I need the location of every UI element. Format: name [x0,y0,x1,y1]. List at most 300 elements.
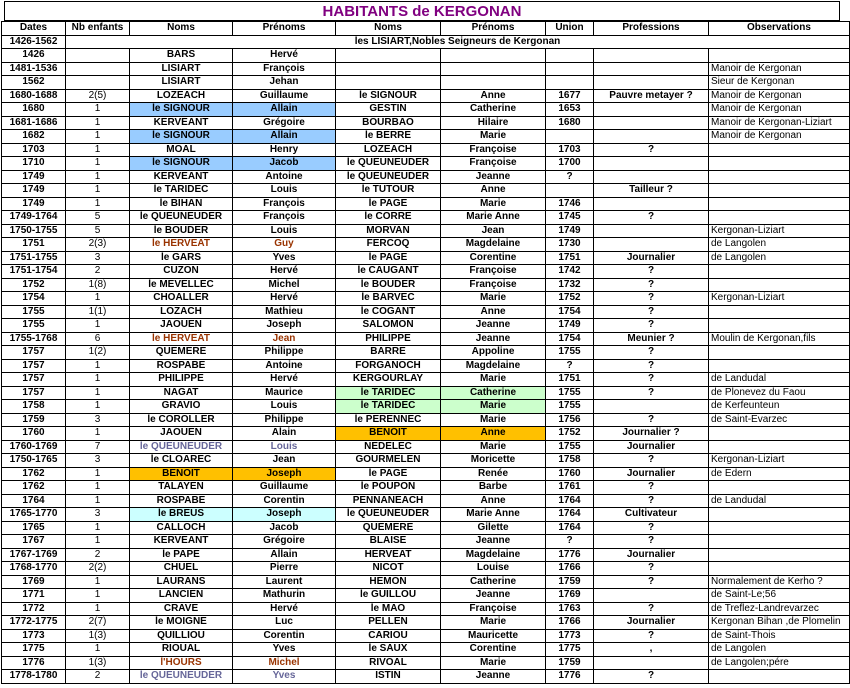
prenoms-cell: Hervé [233,373,336,387]
nb-enfants-cell: 1 [66,427,130,441]
prenoms-epouse-cell: Corentine [441,251,546,265]
prenoms-epouse-cell: Anne [441,89,546,103]
noms-epouse-cell: le TARIDEC [336,400,441,414]
table-row [2,49,850,63]
table-row [2,157,850,171]
nb-enfants-cell: 3 [66,413,130,427]
noms-epouse-cell: le BERRE [336,130,441,144]
table-row [2,413,850,427]
prenoms-epouse-cell: Jeanne [441,535,546,549]
prenoms-cell: Yves [233,670,336,684]
prenoms-cell: Allain [233,548,336,562]
noms-cell: CHOALLER [130,292,233,306]
observations-cell: Manoir de Kergonan [709,103,850,117]
observations-cell: de Landudal [709,494,850,508]
dates-cell: 1772-1775 [2,616,66,630]
table-row [2,508,850,522]
table-row [2,386,850,400]
professions-cell: ? [594,359,709,373]
dates-cell: 1767-1769 [2,548,66,562]
prenoms-epouse-cell: Marie [441,373,546,387]
dates-cell: 1680-1688 [2,89,66,103]
union-cell: 1751 [546,251,594,265]
professions-cell: , [594,643,709,657]
noms-epouse-cell: le PERENNEC [336,413,441,427]
nb-enfants-cell: 2 [66,265,130,279]
union-cell: 1756 [546,413,594,427]
nb-enfants-cell: 5 [66,224,130,238]
observations-cell [709,670,850,684]
prenoms-cell: Grégoire [233,535,336,549]
nb-enfants-cell: 2 [66,670,130,684]
professions-cell: ? [594,602,709,616]
union-cell: 1763 [546,602,594,616]
observations-cell [709,535,850,549]
union-cell: 1773 [546,629,594,643]
prenoms-cell: Jean [233,454,336,468]
union-cell: 1653 [546,103,594,117]
union-cell: 1764 [546,494,594,508]
noms-epouse-cell: le QUEUNEUDER [336,508,441,522]
nb-enfants-cell: 1 [66,197,130,211]
dates-cell: 1758 [2,400,66,414]
noms-epouse-cell: PHILIPPE [336,332,441,346]
table-row [2,292,850,306]
noms-epouse-cell: FORGANOCH [336,359,441,373]
dates-cell: 1757 [2,346,66,360]
union-cell: 1764 [546,508,594,522]
noms-epouse-cell: SALOMON [336,319,441,333]
observations-cell: Sieur de Kergonan [709,76,850,90]
nb-enfants-cell: 1 [66,602,130,616]
header-observations: Observations [709,22,850,36]
professions-cell: ? [594,481,709,495]
noms-cell: CHUEL [130,562,233,576]
observations-cell: Kergonan-Liziart [709,224,850,238]
noms-cell: le SIGNOUR [130,103,233,117]
union-cell: ? [546,535,594,549]
noms-epouse-cell: CARIOU [336,629,441,643]
prenoms-cell: Henry [233,143,336,157]
noms-cell: le GARS [130,251,233,265]
prenoms-cell: Grégoire [233,116,336,130]
dates-cell: 1764 [2,494,66,508]
table-row [2,224,850,238]
union-cell: 1769 [546,589,594,603]
noms-epouse-cell: le PAGE [336,467,441,481]
union-cell: 1742 [546,265,594,279]
table-row [2,548,850,562]
noms-epouse-cell: GESTIN [336,103,441,117]
dates-cell: 1680 [2,103,66,117]
nb-enfants-cell: 1(1) [66,305,130,319]
table-row [2,89,850,103]
noms-epouse-cell: PELLEN [336,616,441,630]
noms-cell: PHILIPPE [130,373,233,387]
table-row [2,400,850,414]
nb-enfants-cell: 1 [66,116,130,130]
nb-enfants-cell: 2(3) [66,238,130,252]
observations-cell: de Langolen [709,643,850,657]
professions-cell: Meunier ? [594,332,709,346]
dates-cell: 1751-1754 [2,265,66,279]
nb-enfants-cell: 1 [66,643,130,657]
dates-cell: 1757 [2,386,66,400]
noms-epouse-cell [336,62,441,76]
prenoms-cell: Mathurin [233,589,336,603]
union-cell: 1677 [546,89,594,103]
noms-cell: BENOIT [130,467,233,481]
observations-cell [709,278,850,292]
table-body [2,35,850,683]
prenoms-cell: François [233,62,336,76]
dates-cell: 1710 [2,157,66,171]
prenoms-cell: Maurice [233,386,336,400]
prenoms-epouse-cell: Jeanne [441,332,546,346]
noms-epouse-cell: QUEMERE [336,521,441,535]
prenoms-epouse-cell: Françoise [441,602,546,616]
professions-cell: ? [594,386,709,400]
professions-cell: Journalier [594,467,709,481]
table-row [2,211,850,225]
prenoms-epouse-cell: Moricette [441,454,546,468]
professions-cell [594,62,709,76]
noms-epouse-cell [336,49,441,63]
nb-enfants-cell: 1 [66,130,130,144]
dates-cell: 1768-1770 [2,562,66,576]
noms-epouse-cell: le TUTOUR [336,184,441,198]
observations-cell [709,346,850,360]
observations-cell [709,170,850,184]
professions-cell: ? [594,629,709,643]
nb-enfants-cell: 1 [66,143,130,157]
table-row [2,521,850,535]
table-row [2,305,850,319]
prenoms-cell: Mathieu [233,305,336,319]
table-row [2,467,850,481]
union-cell: 1755 [546,386,594,400]
professions-cell: Tailleur ? [594,184,709,198]
union-cell: 1752 [546,292,594,306]
noms-cell: le BIHAN [130,197,233,211]
prenoms-cell: Joseph [233,508,336,522]
prenoms-epouse-cell: Françoise [441,278,546,292]
union-cell: 1759 [546,575,594,589]
noms-epouse-cell: HEMON [336,575,441,589]
prenoms-cell: Louis [233,224,336,238]
prenoms-cell: Louis [233,400,336,414]
union-cell: ? [546,359,594,373]
dates-cell: 1682 [2,130,66,144]
table-row [2,238,850,252]
prenoms-epouse-cell: Marie Anne [441,211,546,225]
observations-cell: de Kerfeunteun [709,400,850,414]
union-cell: 1775 [546,643,594,657]
professions-cell: Journalier [594,251,709,265]
prenoms-cell: Hervé [233,602,336,616]
nb-enfants-cell: 6 [66,332,130,346]
professions-cell: ? [594,670,709,684]
union-cell: 1755 [546,400,594,414]
noms-epouse-cell: le CORRE [336,211,441,225]
union-cell: 1761 [546,481,594,495]
observations-cell [709,143,850,157]
observations-cell: de Plonevez du Faou [709,386,850,400]
prenoms-epouse-cell [441,76,546,90]
table-row [2,346,850,360]
nb-enfants-cell: 3 [66,454,130,468]
observations-cell [709,305,850,319]
table-row [2,359,850,373]
observations-cell: Manoir de Kergonan [709,62,850,76]
noms-epouse-cell: LOZEACH [336,143,441,157]
dates-cell: 1426 [2,49,66,63]
union-cell: 1749 [546,224,594,238]
noms-cell: le QUEUNEUDER [130,440,233,454]
dates-cell: 1772 [2,602,66,616]
union-cell: 1732 [546,278,594,292]
professions-cell [594,238,709,252]
observations-cell: de Landudal [709,373,850,387]
noms-epouse-cell: le CAUGANT [336,265,441,279]
noms-cell: ROSPABE [130,359,233,373]
observations-cell: de Langolen;pére [709,656,850,670]
noms-cell: le BOUDER [130,224,233,238]
prenoms-cell: Guy [233,238,336,252]
noms-epouse-cell: le POUPON [336,481,441,495]
dates-cell: 1755 [2,319,66,333]
union-cell [546,184,594,198]
prenoms-cell: Pierre [233,562,336,576]
union-cell: 1746 [546,197,594,211]
dates-cell: 1775 [2,643,66,657]
dates-cell: 1750-1755 [2,224,66,238]
table-row [2,427,850,441]
observations-cell: Kergonan-Liziart [709,292,850,306]
dates-cell: 1749 [2,197,66,211]
observations-cell: de Langolen [709,238,850,252]
header-row [2,22,850,36]
noms-cell: le HERVEAT [130,332,233,346]
dates-cell: 1751-1755 [2,251,66,265]
dates-cell: 1749 [2,184,66,198]
union-cell [546,62,594,76]
professions-cell [594,49,709,63]
table-row [2,440,850,454]
professions-cell: Journalier ? [594,427,709,441]
noms-epouse-cell: BENOIT [336,427,441,441]
union-cell: 1703 [546,143,594,157]
observations-cell [709,562,850,576]
observations-cell: de Saint-Evarzec [709,413,850,427]
nb-enfants-cell: 1(8) [66,278,130,292]
noms-epouse-cell: BARRE [336,346,441,360]
table-row [2,130,850,144]
nb-enfants-cell: 1 [66,400,130,414]
dates-cell: 1757 [2,373,66,387]
noms-cell: KERVEANT [130,535,233,549]
table-row [2,575,850,589]
observations-cell: Moulin de Kergonan,fils [709,332,850,346]
professions-cell: ? [594,211,709,225]
union-cell: 1766 [546,616,594,630]
observations-cell [709,548,850,562]
prenoms-epouse-cell: Marie [441,130,546,144]
observations-cell [709,265,850,279]
prenoms-epouse-cell: Marie [441,616,546,630]
dates-cell: 1562 [2,76,66,90]
noms-epouse-cell: PENNANEACH [336,494,441,508]
prenoms-epouse-cell: Corentine [441,643,546,657]
noms-cell: LANCIEN [130,589,233,603]
table-row [2,332,850,346]
prenoms-epouse-cell: Jeanne [441,589,546,603]
noms-cell: JAOUEN [130,319,233,333]
noms-epouse-cell: NICOT [336,562,441,576]
observations-cell [709,359,850,373]
prenoms-cell: Corentin [233,494,336,508]
dates-cell: 1762 [2,481,66,495]
professions-cell: ? [594,278,709,292]
prenoms-cell: François [233,211,336,225]
dates-cell: 1703 [2,143,66,157]
professions-cell: ? [594,265,709,279]
observations-cell: de Edern [709,467,850,481]
professions-cell: ? [594,346,709,360]
noms-cell: CALLOCH [130,521,233,535]
noms-cell: le MOIGNE [130,616,233,630]
prenoms-cell: Philippe [233,413,336,427]
professions-cell [594,400,709,414]
prenoms-cell: Jacob [233,157,336,171]
noms-cell: KERVEANT [130,116,233,130]
date-cell: 1426-1562 [2,35,66,49]
noms-cell: ROSPABE [130,494,233,508]
prenoms-epouse-cell [441,49,546,63]
prenoms-cell: Luc [233,616,336,630]
noms-epouse-cell: le BOUDER [336,278,441,292]
page-title: HABITANTS de KERGONAN [4,1,840,21]
prenoms-cell: Guillaume [233,481,336,495]
union-cell: 1680 [546,116,594,130]
professions-cell: ? [594,319,709,333]
prenoms-epouse-cell: Anne [441,305,546,319]
dates-cell: 1765 [2,521,66,535]
prenoms-epouse-cell: Magdelaine [441,548,546,562]
noms-epouse-cell: BOURBAO [336,116,441,130]
union-cell: 1776 [546,548,594,562]
dates-cell: 1760 [2,427,66,441]
nb-enfants-cell: 1 [66,319,130,333]
professions-cell: ? [594,454,709,468]
observations-cell: de Langolen [709,251,850,265]
union-cell: 1760 [546,467,594,481]
professions-cell: ? [594,562,709,576]
dates-cell: 1757 [2,359,66,373]
nb-enfants-cell: 1 [66,157,130,171]
prenoms-epouse-cell: Catherine [441,103,546,117]
prenoms-epouse-cell: Marie [441,400,546,414]
noms-cell: BARS [130,49,233,63]
noms-epouse-cell: FERCOQ [336,238,441,252]
noms-epouse-cell: RIVOAL [336,656,441,670]
prenoms-epouse-cell: Jeanne [441,670,546,684]
nb-enfants-cell: 1 [66,481,130,495]
noms-epouse-cell: le QUEUNEUDER [336,170,441,184]
prenoms-epouse-cell: Hilaire [441,116,546,130]
professions-cell: Cultivateur [594,508,709,522]
professions-cell [594,197,709,211]
observations-cell [709,184,850,198]
noms-cell: l'HOURS [130,656,233,670]
nb-enfants-cell: 7 [66,440,130,454]
union-cell [546,130,594,144]
professions-cell: Journalier [594,616,709,630]
nb-enfants-cell: 2 [66,548,130,562]
professions-cell: ? [594,373,709,387]
professions-cell [594,224,709,238]
noms-epouse-cell: NEDELEC [336,440,441,454]
dates-cell: 1767 [2,535,66,549]
union-cell [546,49,594,63]
prenoms-cell: Laurent [233,575,336,589]
observations-cell [709,481,850,495]
table-row [2,494,850,508]
observations-cell: Manoir de Kergonan [709,89,850,103]
prenoms-cell: Joseph [233,319,336,333]
dates-cell: 1754 [2,292,66,306]
noms-cell: MOAL [130,143,233,157]
dates-cell: 1751 [2,238,66,252]
observations-cell [709,211,850,225]
union-cell: 1759 [546,656,594,670]
prenoms-cell: Jacob [233,521,336,535]
observations-cell: de Saint-Le;56 [709,589,850,603]
dates-cell: 1481-1536 [2,62,66,76]
nb-enfants-cell: 1 [66,535,130,549]
dates-cell: 1750-1765 [2,454,66,468]
table-row [2,562,850,576]
prenoms-cell: Hervé [233,292,336,306]
observations-cell: Kergonan-Liziart [709,454,850,468]
dates-cell: 1760-1769 [2,440,66,454]
table-row [2,373,850,387]
professions-cell: ? [594,494,709,508]
prenoms-cell: Joseph [233,467,336,481]
prenoms-epouse-cell: Anne [441,184,546,198]
nb-enfants-cell: 5 [66,211,130,225]
noms-cell: le BREUS [130,508,233,522]
observations-cell [709,427,850,441]
professions-cell: ? [594,521,709,535]
prenoms-cell: Michel [233,278,336,292]
noms-epouse-cell [336,76,441,90]
noms-epouse-cell: le COGANT [336,305,441,319]
professions-cell: ? [594,143,709,157]
prenoms-epouse-cell: Anne [441,427,546,441]
prenoms-cell: Philippe [233,346,336,360]
noms-cell: QUEMERE [130,346,233,360]
table-row [2,143,850,157]
prenoms-cell: Alain [233,427,336,441]
prenoms-cell: Antoine [233,359,336,373]
prenoms-epouse-cell: Marie [441,413,546,427]
nb-enfants-cell: 1 [66,589,130,603]
union-cell: 1730 [546,238,594,252]
nb-enfants-cell: 1 [66,575,130,589]
professions-cell: Journalier [594,548,709,562]
noms-cell: le COROLLER [130,413,233,427]
